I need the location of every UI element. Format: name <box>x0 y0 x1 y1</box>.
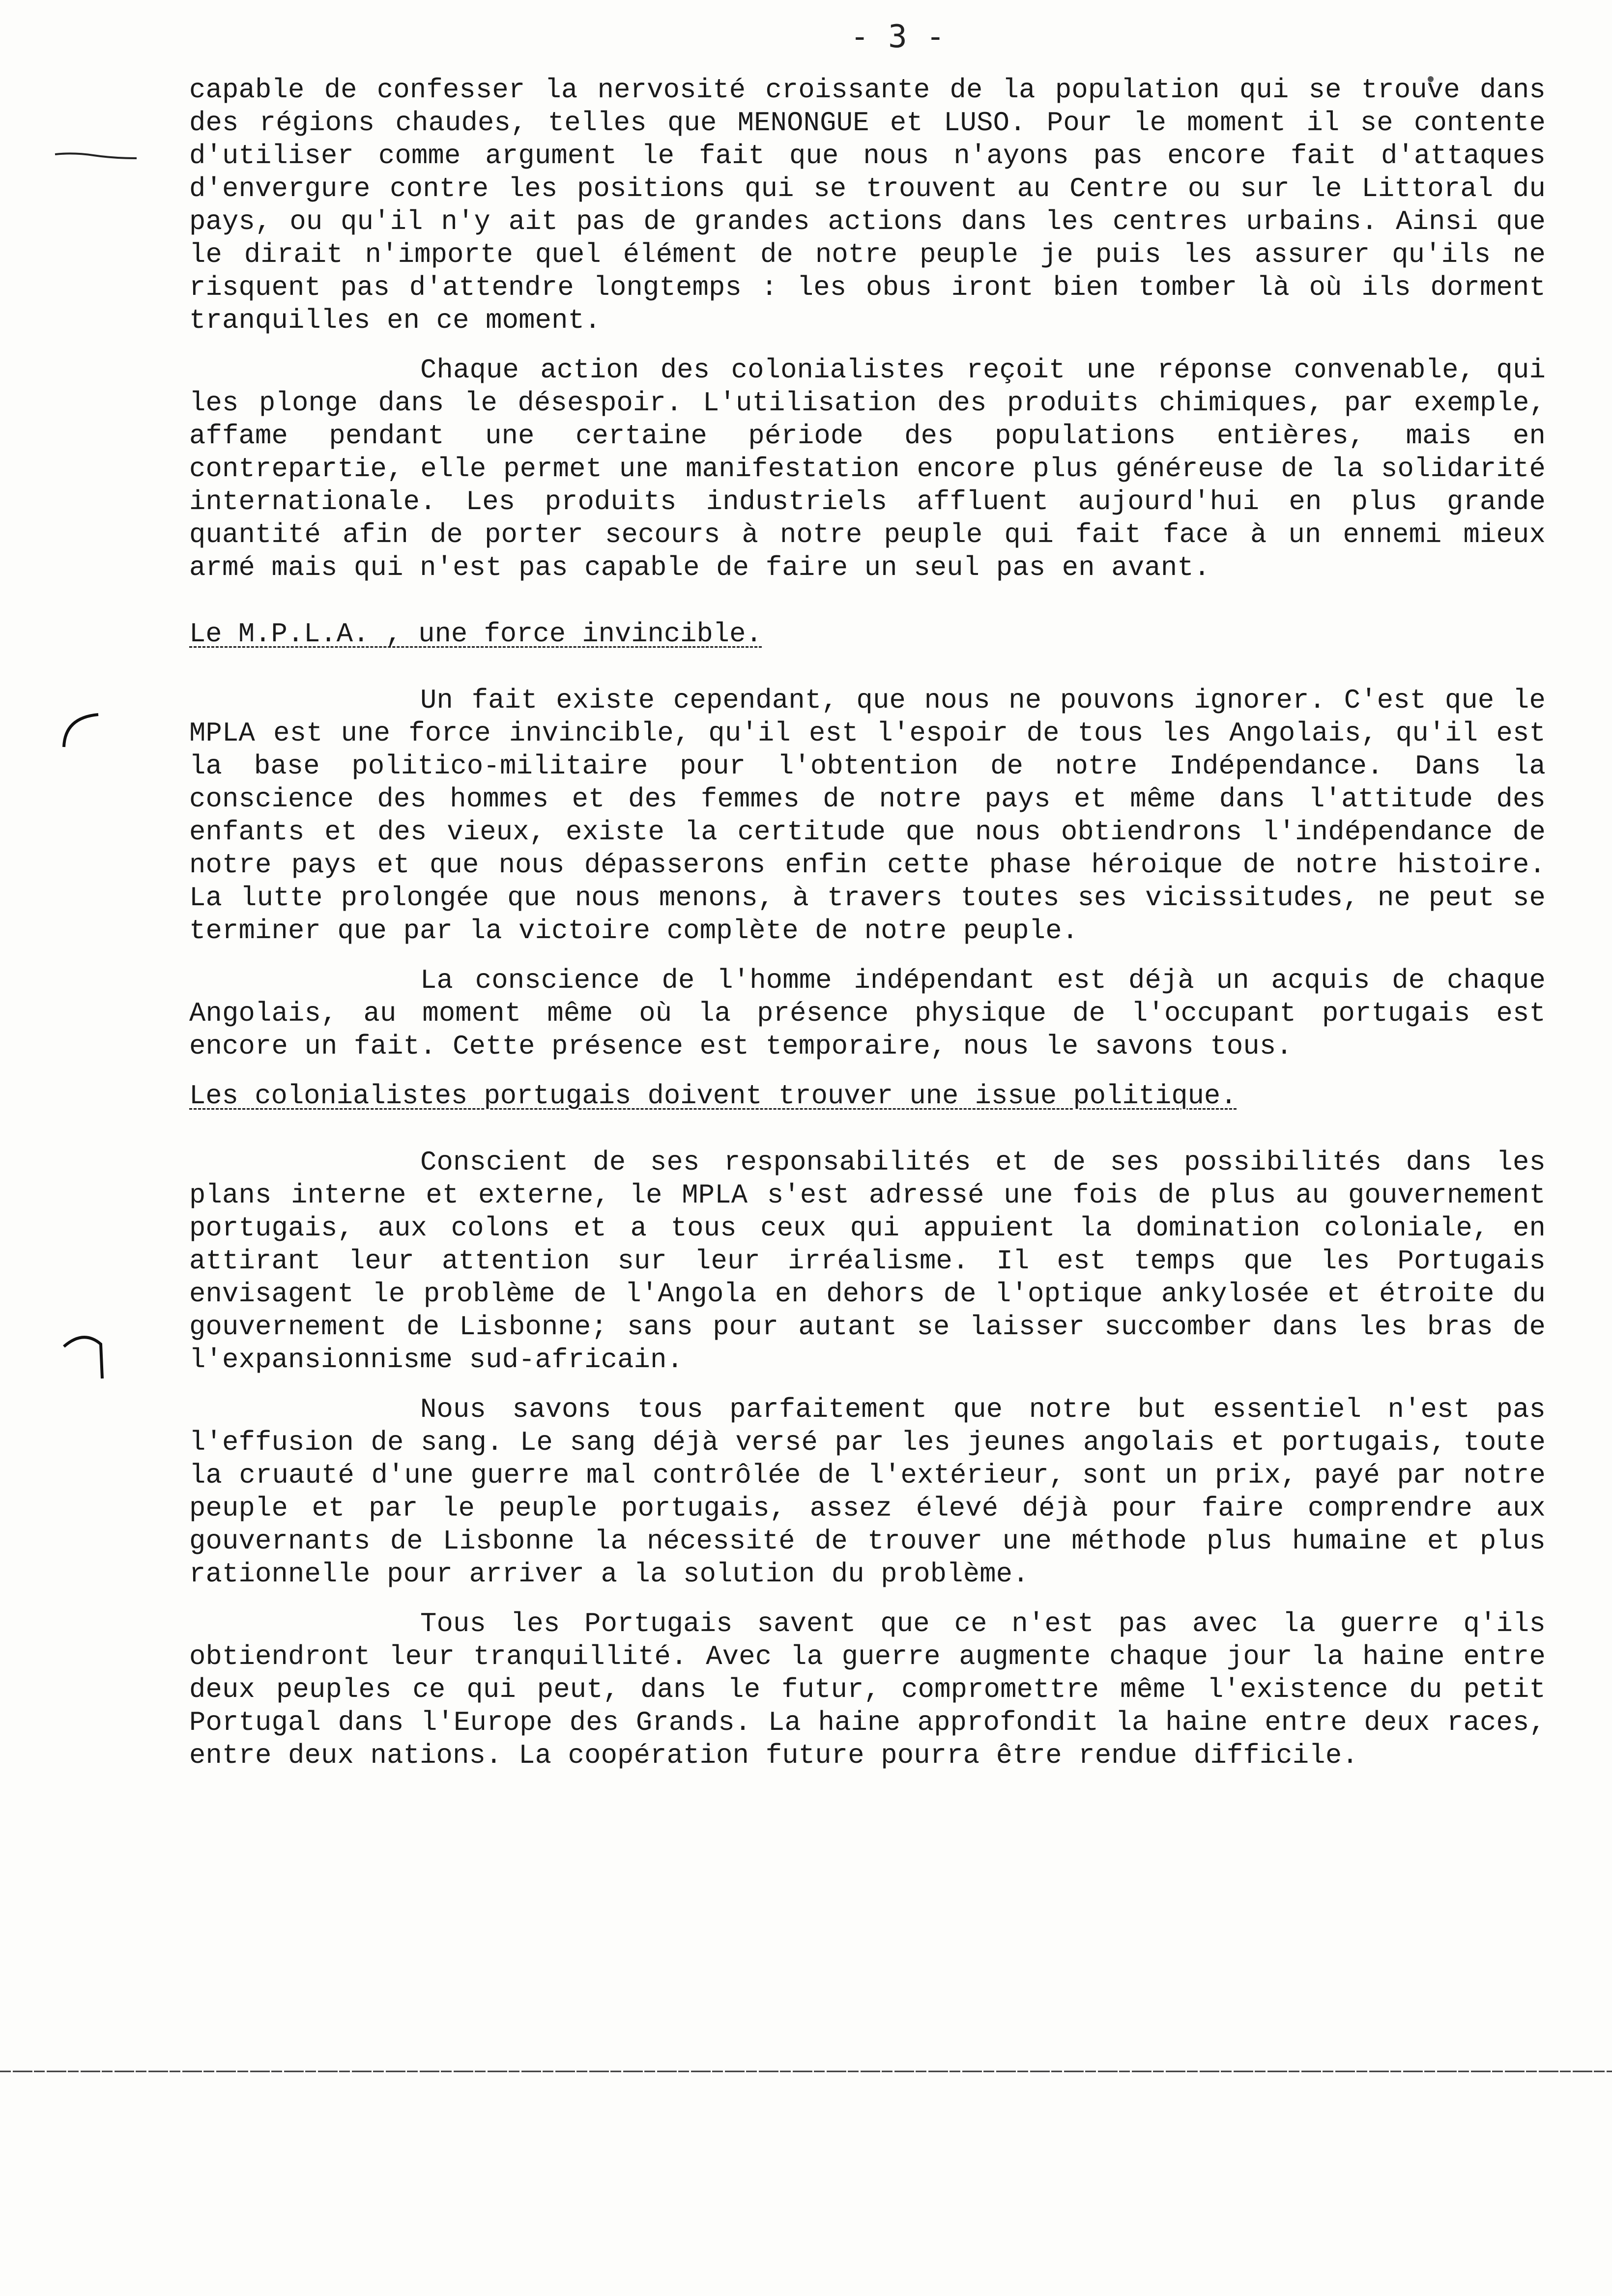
margin-dash-mark <box>54 148 138 163</box>
bottom-rule <box>0 2070 1612 2073</box>
margin-bracket-mark-2 <box>59 1327 108 1381</box>
margin-bracket-mark <box>59 708 103 752</box>
section-heading-portuguese: Les colonialistes portugais doivent trouver une issue politique. <box>189 1081 1237 1112</box>
paragraph-responsibilities: Conscient de ses responsabilités et de ses possibilités dans les plans interne et externe, le MPLA s'est adressé une fois de plus au gouvernement portugais, aux colons et a tous ceux qui appuient la domination coloniale, en attirant leur attention sur leur irréalisme. Il est temps que les Portugais envisagent le problème de l'Angola en dehors de l'optique ankylosée et étroite du gouvernement de Lisbonne; sans pour autant se laisser succomber dans les bras de l'expansionnisme sud-africain. <box>189 1147 1546 1376</box>
page-number: - 3 - <box>850 19 945 55</box>
paragraph-bloodshed: Nous savons tous parfaitement que notre but essentiel n'est pas l'effusion de sang. Le sang déjà versé par les jeunes angolais et portugais, toute la cruauté d'une guerre mal contrôlée de l'extérieur, sont un prix, payé par notre peuple et par le peuple portugais, assez élevé déjà pour faire comprendre aux gouvernants de Lisbonne la nécessité de trouver une méthode plus humaine et plus rationnelle pour arriver a la solution du problème. <box>189 1394 1546 1590</box>
document-body <box>189 74 1546 1772</box>
paragraph-mpla-invincible: Un fait existe cependant, que nous ne pouvons ignorer. C'est que le MPLA est une force invincible, qu'il est l'espoir de tous les Angolais, qu'il est la base politico-militaire pour l'obtention de notre Indépendance. Dans la conscience des hommes et des femmes de notre pays et même dans l'attitude des enfants et des vieux, existe la certitude que nous obtiendrons l'indépendance de notre pays et que nous dépasserons enfin cette phase héroique de notre histoire. La lutte prolongée que nous menons, à travers toutes ses vicissitudes, ne peut se terminer que par la victoire complète de notre peuple. <box>189 685 1546 947</box>
paragraph-chemical-response: Chaque action des colonialistes reçoit une réponse convenable, qui les plonge dans le désespoir. L'utilisation des produits chimiques, par exemple, affame pendant une certaine période des populations entières, mais en contrepartie, elle permet une manifestation encore plus généreuse de la solidarité internationale. Les produits industriels affluent aujourd'hui en plus grande quantité afin de porter secours à notre peuple qui fait face à un ennemi mieux armé mais qui n'est pas capable de faire un seul pas en avant. <box>189 355 1546 583</box>
paragraph-tranquillity: Tous les Portugais savent que ce n'est pas avec la guerre q'ils obtiendront leur tranquillité. Avec la guerre augmente chaque jour la haine entre deux peuples ce qui peut, dans le futur, compromettre même l'existence du petit Portugal dans l'Europe des Grands. La haine approfondit la haine entre deux races, entre deux nations. La coopération future pourra être rendue difficile. <box>189 1608 1546 1771</box>
paragraph-conscience: La conscience de l'homme indépendant est déjà un acquis de chaque Angolais, au moment même où la présence physique de l'occupant portugais est encore un fait. Cette présence est temporaire, nous le savons tous. <box>189 965 1546 1062</box>
paragraph-intro: capable de confesser la nervosité croissante de la population qui se trouve dans des régions chaudes, telles que MENONGUE et LUSO. Pour le moment il se contente d'utiliser comme argument le fait que nous n'ayons pas encore fait d'attaques d'envergure contre les positions qui se trouvent au Centre ou sur le Littoral du pays, ou qu'il n'y ait pas de grandes actions dans les centres urbains. Ainsi que le dirait n'importe quel élément de notre peuple je puis les assurer qu'ils ne risquent pas d'attendre longtemps : les obus iront bien tomber là où ils dorment tranquilles en ce moment. <box>189 75 1546 336</box>
section-heading-mpla: Le M.P.L.A. , une force invincible. <box>189 619 762 650</box>
